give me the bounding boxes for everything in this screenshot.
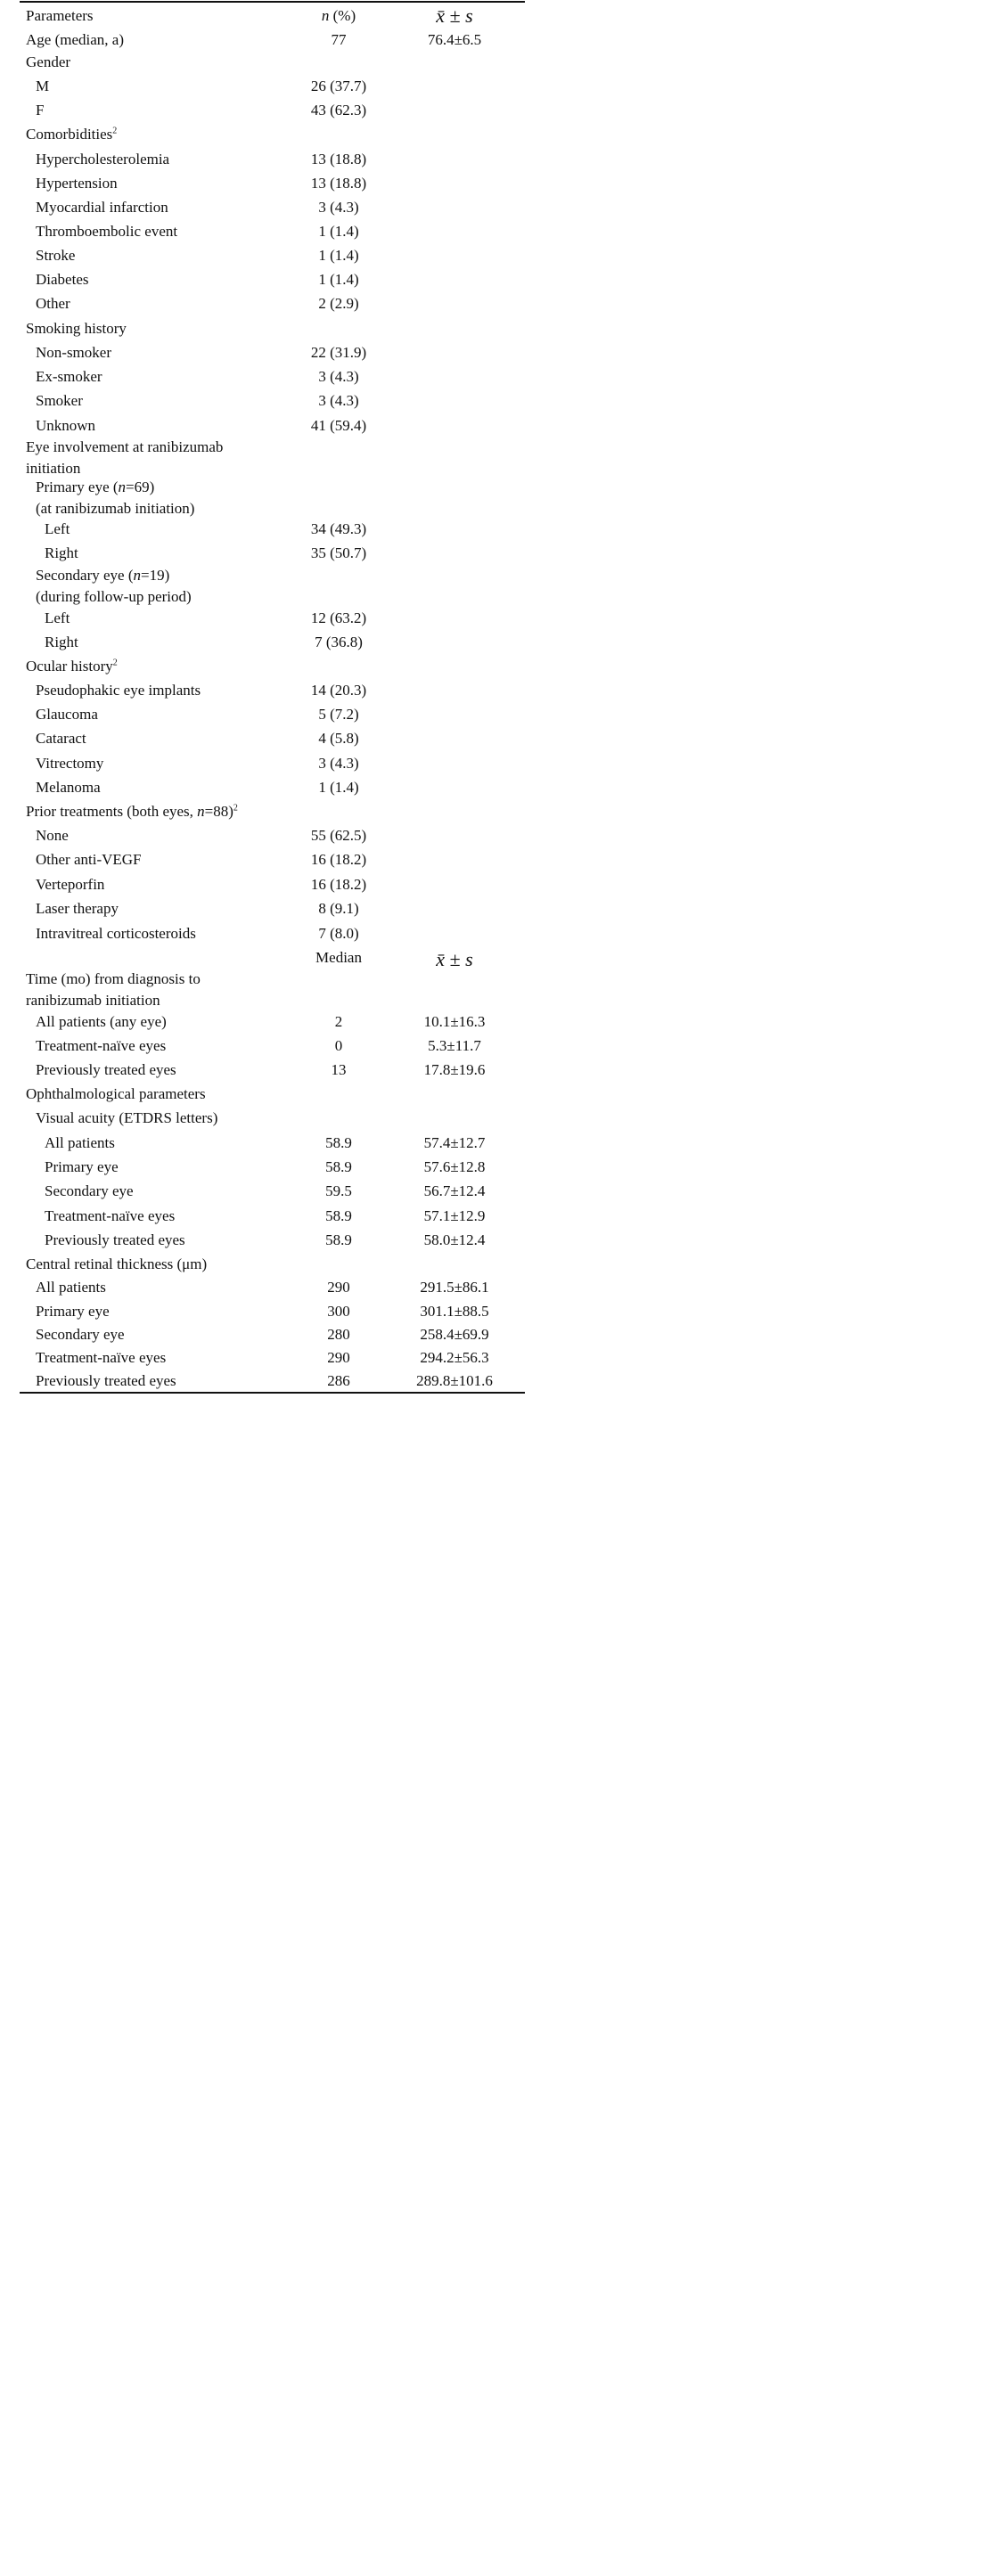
header-percent: (%) [332,7,356,24]
median-header-row [0,945,532,969]
table-row: Laser therapy 8 (9.1) [36,900,359,917]
table-row: Primary eye (n=69) [36,478,155,495]
table-row: Hypercholesterolemia 13 (18.8) [36,151,367,168]
table-row: (at ranibizumab initiation) [36,500,195,517]
table-row: Cataract 4 (5.8) [36,730,359,747]
table-row: Secondary eye (n=19) [36,567,170,584]
header-parameters: Parameters [26,7,94,24]
header-mean-sd-2: x̄ ± s [436,948,473,970]
table-row: Smoker 3 (4.3) [36,392,359,409]
table-row: Unknown 41 (59.4) [36,417,367,434]
table-row: Primary eye 300 301.1±88.5 [36,1303,489,1320]
table-row: Primary eye 58.9 57.6±12.8 [45,1158,486,1175]
table-header-row [0,4,532,28]
table-row: Previously treated eyes 58.9 58.0±12.4 [45,1231,486,1248]
table-row: Smoking history [26,320,127,337]
table-row: All patients 290 291.5±86.1 [36,1279,489,1296]
table-row: None 55 (62.5) [36,827,367,844]
table-row: Other 2 (2.9) [36,295,359,312]
header-n: n [321,7,330,24]
table-row: Stroke 1 (1.4) [36,247,359,264]
table-row: Verteporfin 16 (18.2) [36,876,367,893]
table-row: Visual acuity (ETDRS letters) [36,1109,218,1126]
table-row: Comorbidities$^2$ [26,126,118,143]
table-row: Pseudophakic eye implants 14 (20.3) [36,682,367,699]
table-row: Eye involvement at ranibizumab [26,438,224,455]
table-bottom-rule [20,1392,525,1394]
table-row: All patients 58.9 57.4±12.7 [45,1134,486,1151]
table-row: M 26 (37.7) [36,78,367,94]
table-row: Age (median, a) 77 76.4±6.5 [26,31,482,48]
table-row: Gender [26,53,71,70]
table-row: Non-smoker 22 (31.9) [36,344,367,361]
table-row: Prior treatments (both eyes, n=88)$^2$ [26,803,238,820]
table-row: Previously treated eyes 286 289.8±101.6 [36,1372,493,1389]
table-row: Hypertension 13 (18.8) [36,175,367,192]
table-row: Left 12 (63.2) [45,609,367,626]
table-row: Diabetes 1 (1.4) [36,271,359,288]
table-row: Secondary eye 280 258.4±69.9 [36,1326,489,1343]
table-row: Other anti-VEGF 16 (18.2) [36,851,367,868]
table-row: F 43 (62.3) [36,102,367,119]
table-row: Right 35 (50.7) [45,544,367,561]
table-row: Previously treated eyes 13 17.8±19.6 [36,1061,486,1078]
table-row: Vitrectomy 3 (4.3) [36,755,359,772]
table-row: initiation [26,460,81,477]
table-row: Intravitreal corticosteroids 7 (8.0) [36,925,359,942]
table-row: ranibizumab initiation [26,992,160,1009]
table-row: Central retinal thickness (μm) [26,1255,208,1272]
table-row: Ophthalmological parameters [26,1085,206,1102]
table-row: Time (mo) from diagnosis to [26,970,201,987]
table-row: Ocular history$^2$ [26,658,118,675]
table-row: Thromboembolic event 1 (1.4) [36,223,359,240]
table-row: Treatment-naïve eyes 0 5.3±11.7 [36,1037,481,1054]
table-top-rule [20,1,525,3]
table-row: Ex-smoker 3 (4.3) [36,368,359,385]
header-median: Median [315,949,362,966]
table-row: Treatment-naïve eyes 58.9 57.1±12.9 [45,1207,486,1224]
baseline-characteristics-table [0,0,532,1397]
table-row: All patients (any eye) 2 10.1±16.3 [36,1013,486,1030]
table-row: Left 34 (49.3) [45,520,367,537]
table-row: Myocardial infarction 3 (4.3) [36,199,359,216]
table-row: Right 7 (36.8) [45,634,363,650]
header-mean-sd: x̄ ± s [436,4,473,27]
table-row: Secondary eye 59.5 56.7±12.4 [45,1182,486,1199]
table-row: (during follow-up period) [36,588,192,605]
table-row: Melanoma 1 (1.4) [36,779,359,796]
table-row: Treatment-naïve eyes 290 294.2±56.3 [36,1349,489,1366]
table-row: Glaucoma 5 (7.2) [36,706,359,723]
